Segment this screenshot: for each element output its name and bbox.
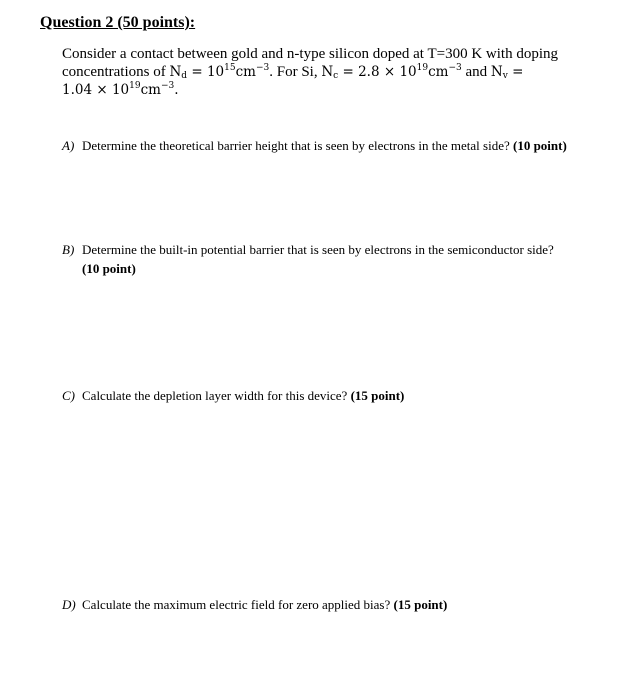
nv-value: 1.04 × 10 xyxy=(62,82,130,98)
part-points: (15 point) xyxy=(393,597,448,612)
nd-expression xyxy=(169,64,269,80)
nc-symbol: N xyxy=(321,64,334,80)
intro-line-2 xyxy=(62,63,582,81)
part-letter: C) xyxy=(62,388,75,403)
nc-unit-exponent: −3 xyxy=(448,63,462,73)
part-points: (15 point) xyxy=(350,388,405,403)
intro-text: and xyxy=(461,64,491,80)
part-points: (10 point) xyxy=(513,138,567,153)
part-c xyxy=(62,386,602,405)
part-a xyxy=(62,136,602,155)
nd-symbol: N xyxy=(169,64,182,80)
nv-symbol: N xyxy=(490,64,503,80)
part-b xyxy=(62,240,602,278)
nv-symbol-expression xyxy=(491,64,524,80)
nc-exponent: 19 xyxy=(416,63,429,73)
nv-unit: cm xyxy=(140,82,161,98)
question-title: Question 2 (50 points): xyxy=(40,14,196,31)
nd-value: = 10 xyxy=(187,64,225,80)
nv-subscript: v xyxy=(502,71,508,81)
intro-line-3 xyxy=(62,81,582,99)
part-points: (10 point) xyxy=(82,261,136,276)
nc-subscript: c xyxy=(333,71,339,81)
part-d xyxy=(62,595,602,614)
intro-line-1: Consider a contact between gold and n-type silicon doped at T=300 K with doping xyxy=(62,46,558,62)
nd-subscript: d xyxy=(181,71,188,81)
nv-unit-exponent: −3 xyxy=(160,81,175,91)
part-letter: A) xyxy=(62,138,75,153)
nv-exponent: 19 xyxy=(129,81,141,91)
nc-expression xyxy=(321,64,461,80)
nd-unit: cm xyxy=(235,64,256,80)
part-letter: D) xyxy=(62,597,76,612)
nv-equals: = xyxy=(507,64,524,80)
part-text: Calculate the maximum electric field for zero applied bias? xyxy=(82,597,391,612)
part-letter: B) xyxy=(62,242,75,257)
nd-exponent: 15 xyxy=(224,63,236,73)
intro-text: . For Si, xyxy=(269,64,322,80)
intro-end: . xyxy=(174,82,179,98)
nd-unit-exponent: −3 xyxy=(255,63,270,73)
part-text: Determine the theoretical barrier height that is seen by electrons in the metal side? xyxy=(82,138,510,153)
part-text: Calculate the depletion layer width for this device? xyxy=(82,388,348,403)
nc-value: = 2.8 × 10 xyxy=(338,64,417,80)
part-text: Determine the built-in potential barrier that is seen by electrons in the semiconductor side? xyxy=(82,242,554,257)
intro-text: concentrations of xyxy=(62,64,170,80)
question-intro xyxy=(62,45,582,99)
nc-unit: cm xyxy=(428,64,449,80)
